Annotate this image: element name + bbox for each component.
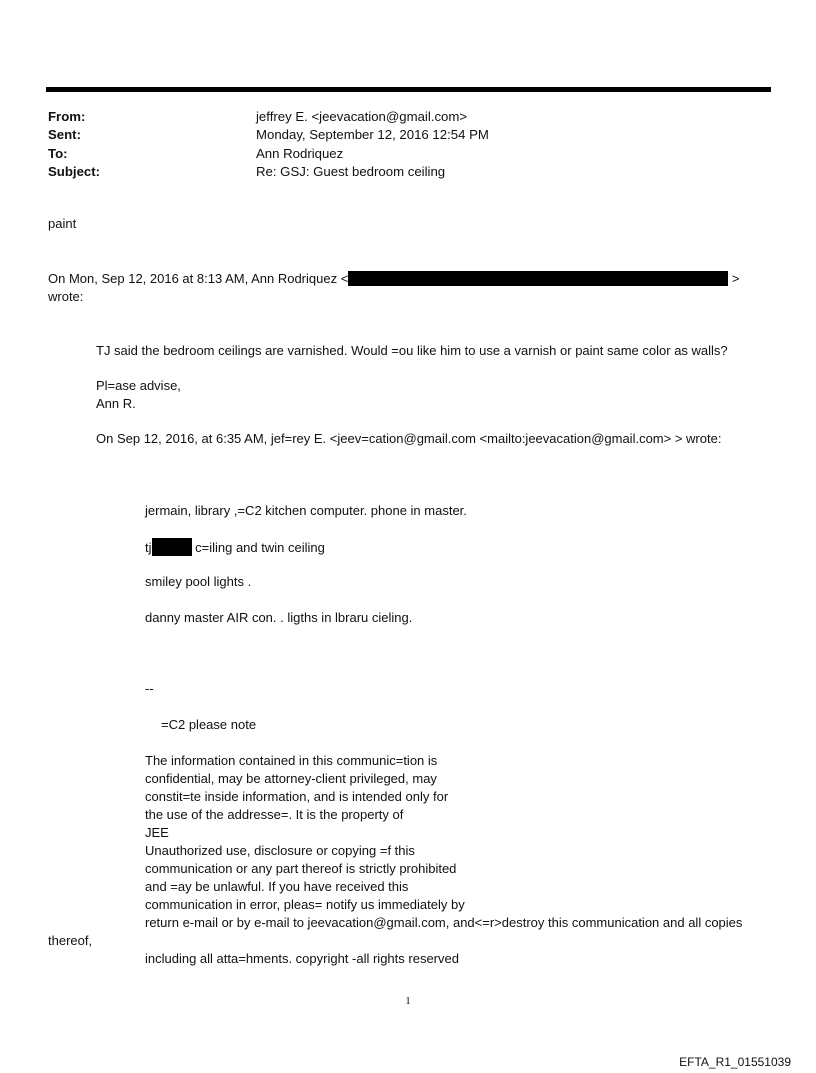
disclaimer-line: communication or any part thereof is strictly prohibited xyxy=(145,861,457,876)
subject-value: Re: GSJ: Guest bedroom ceiling xyxy=(256,163,446,179)
bates-number: EFTA_R1_01551039 xyxy=(679,1055,791,1069)
disclaimer-wrap: thereof, xyxy=(48,933,93,948)
subject-row xyxy=(48,163,748,181)
header-rule xyxy=(46,87,771,92)
quote1-intro xyxy=(48,270,740,288)
q2-line2-end: c=iling and twin ceiling xyxy=(195,540,325,555)
disclaimer-line: constit=te inside information, and is intended only for xyxy=(145,789,449,804)
disclaimer-line: the use of the addresse=. It is the property of xyxy=(145,807,404,822)
disclaimer-line: and =ay be unlawful. If you have received this xyxy=(145,879,409,894)
q1-line2: Pl=ase advise, xyxy=(96,378,181,393)
disclaimer-line: The information contained in this communic=tion is xyxy=(145,753,438,768)
disclaimer-line: Unauthorized use, disclosure or copying =f this xyxy=(145,843,415,858)
to-row xyxy=(48,145,748,163)
from-label: From: xyxy=(48,109,86,124)
reply-text: paint xyxy=(48,216,77,231)
sent-label: Sent: xyxy=(48,127,81,143)
disclaimer-line: return e-mail or by e-mail to jeevacation@gmail.com, and<=r>destroy this communication and all copies xyxy=(145,915,743,930)
to-value: Ann Rodriquez xyxy=(256,145,344,161)
email-header xyxy=(48,108,748,181)
quote1-intro-close: > xyxy=(728,271,740,286)
disclaimer-line: confidential, may be attorney-client privileged, may xyxy=(145,771,437,786)
q1-line1: TJ said the bedroom ceilings are varnished. Would =ou like him to use a varnish or paint same color as walls? xyxy=(96,343,728,358)
quote1-intro-wrote: wrote: xyxy=(48,289,84,304)
quote2-intro: On Sep 12, 2016, at 6:35 AM, jef=rey E. <jeev=cation@gmail.com <mailto:jeevacation@gmail.com> > wrote: xyxy=(96,431,722,446)
disclaimer-last: including all atta=hments. copyright -all rights reserved xyxy=(145,951,459,966)
q2-line4: danny master AIR con. . ligths in lbraru cieling. xyxy=(145,610,413,625)
redaction-bar xyxy=(348,271,728,286)
sent-value: Monday, September 12, 2016 12:54 PM xyxy=(256,127,489,143)
signature-dash: -- xyxy=(145,681,154,696)
sent-row xyxy=(48,126,748,144)
signature-note: =C2 please note xyxy=(161,717,257,732)
disclaimer-line: communication in error, pleas= notify us immediately by xyxy=(145,897,465,912)
to-label: To: xyxy=(48,145,68,161)
q1-line3: Ann R. xyxy=(96,396,136,411)
disclaimer-line: JEE xyxy=(145,825,169,840)
q2-line1: jermain, library ,=C2 kitchen computer. phone in master. xyxy=(145,503,467,518)
from-row xyxy=(48,108,748,126)
q2-line2-start: tj xyxy=(145,540,152,555)
quote1-intro-text: On Mon, Sep 12, 2016 at 8:13 AM, Ann Rodriquez < xyxy=(48,271,349,286)
subject-label: Subject: xyxy=(48,163,101,179)
q2-line2 xyxy=(145,538,325,557)
q2-line3: smiley pool lights . xyxy=(145,574,252,589)
redaction-bar xyxy=(152,538,192,556)
page-number: 1 xyxy=(405,995,411,1007)
from-value: jeffrey E. <jeevacation@gmail.com> xyxy=(256,109,468,124)
